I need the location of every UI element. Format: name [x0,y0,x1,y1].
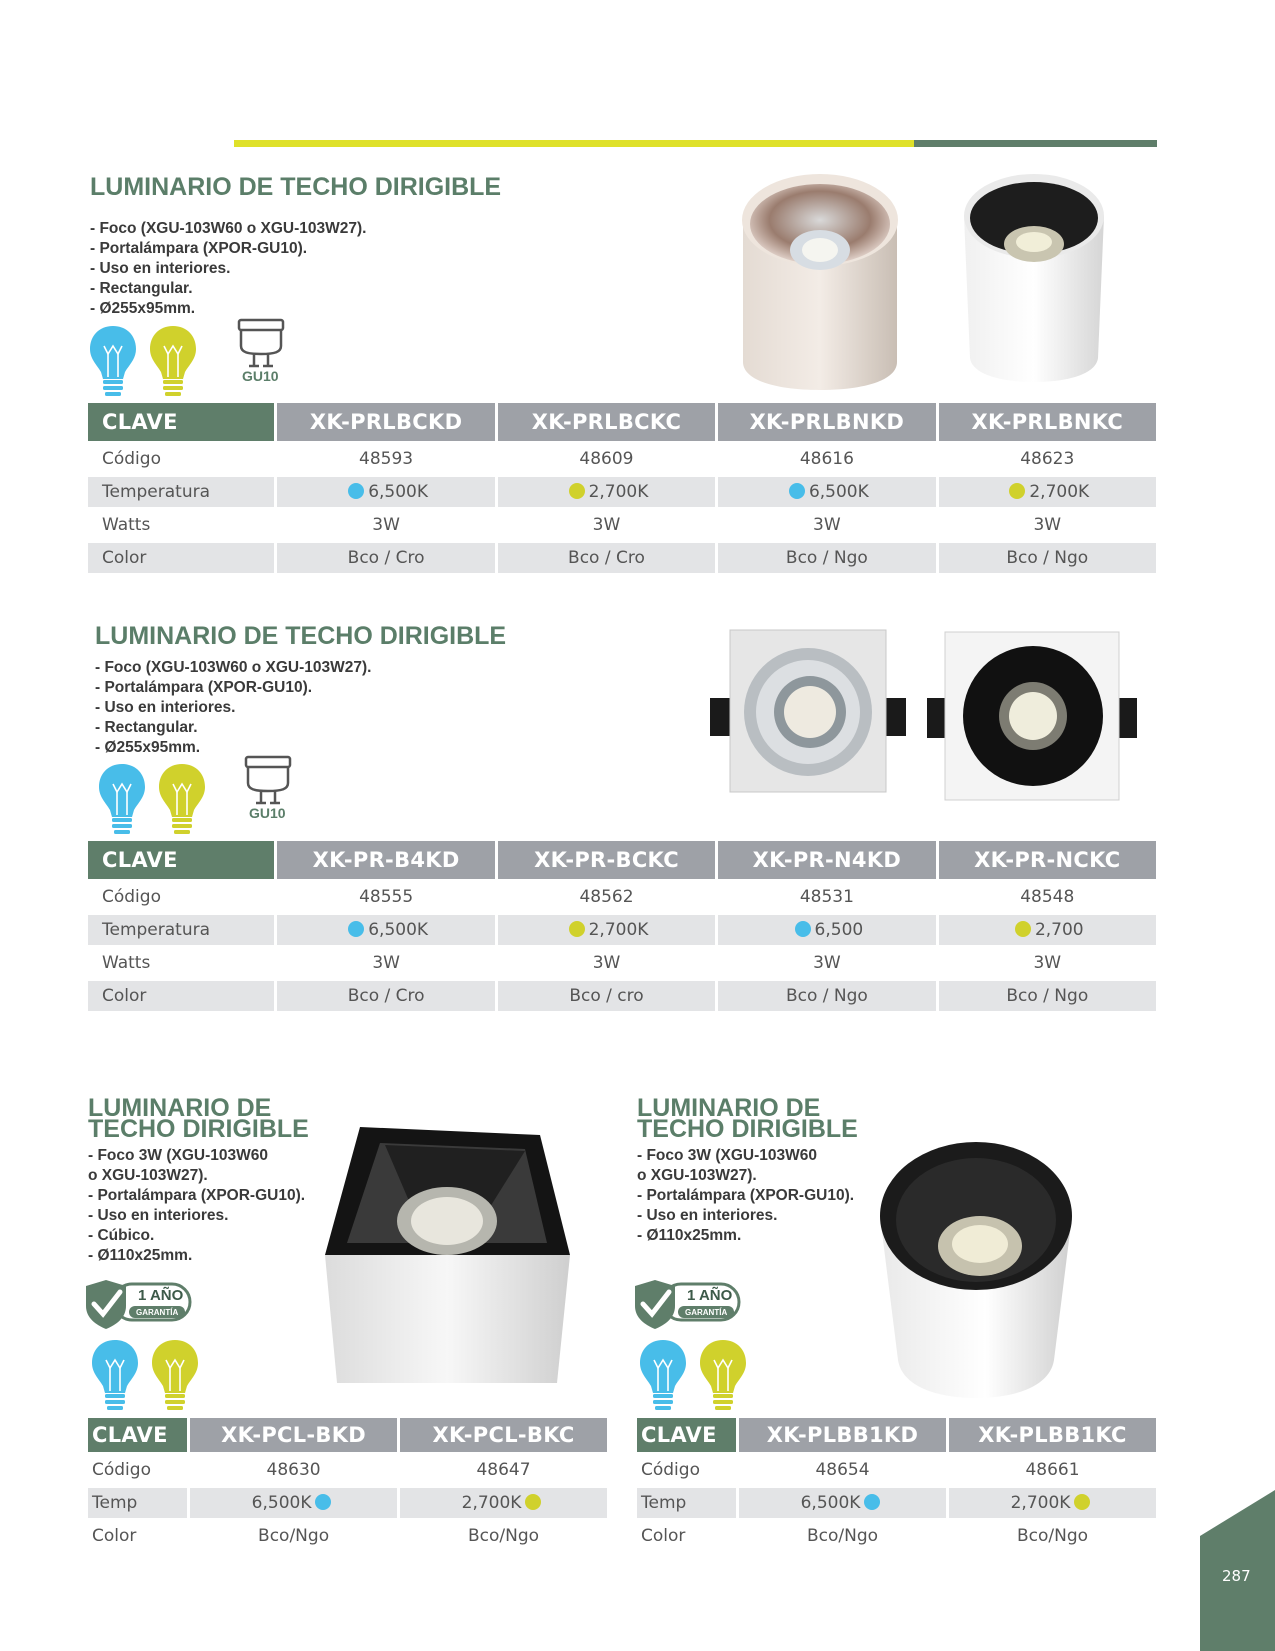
table-cell [939,915,1156,945]
section1-spec-table [85,400,1159,576]
section3-features [88,1146,305,1266]
section1-title: LUMINARIO DE TECHO DIRIGIBLE [90,173,502,201]
bulb-cold-icon [90,1338,140,1414]
feature-item: - Ø110x25mm. [88,1247,193,1264]
table-cell [739,1488,946,1518]
table-cell: Bco / Cro [277,981,494,1011]
table-cell: Bco / Ngo [718,543,935,573]
feature-item: - Ø110x25mm. [637,1227,742,1244]
section4-features [637,1146,854,1246]
header-clave: CLAVE [88,841,274,879]
warranty-shield-icon [84,1278,194,1330]
table-cell [498,477,715,507]
header-clave: CLAVE [637,1418,736,1452]
table-cell: 3W [372,953,400,973]
bulb-cold-icon [88,324,138,400]
row-label: Watts [102,515,151,535]
header-model: XK-PCL-BKD [190,1418,397,1452]
temp-value: 2,700K [588,920,649,940]
feature-item: - Rectangular. [95,719,198,736]
row-label: Temperatura [88,477,274,507]
feature-item: - Portalámpara (XPOR-GU10). [95,679,313,696]
bulb-cold-icon [638,1338,688,1414]
row-label: Código [641,1460,700,1480]
bulb-warm-icon [150,1338,200,1414]
bulb-warm-icon [698,1338,748,1414]
title-line: TECHO DIRIGIBLE [88,1115,309,1143]
table-cell [949,1488,1156,1518]
feature-item: o XGU-103W27). [637,1167,757,1184]
temp-value: 6,500K [800,1493,861,1513]
table-row [88,477,1156,507]
table-cell: 3W [372,515,400,535]
gu10-socket-icon [236,318,288,394]
table-cell: Bco / Ngo [939,543,1156,573]
bulb-cold-icon [97,762,147,838]
header-model: XK-PLBB1KC [949,1418,1156,1452]
table-cell: Bco / cro [498,981,715,1011]
table-cell: Bco / Cro [498,543,715,573]
row-label: Color [88,981,274,1011]
table-cell: Bco / Ngo [939,981,1156,1011]
gu10-socket-icon [243,755,295,831]
table-row [88,948,1156,978]
cold-dot-icon [789,483,805,499]
table-cell: 3W [813,953,841,973]
row-label: Código [92,1460,151,1480]
table-row [88,444,1156,474]
temp-value: 2,700 [1034,920,1084,940]
feature-item: - Portalámpara (XPOR-GU10). [88,1187,306,1204]
feature-item: - Foco 3W (XGU-103W60 [88,1147,268,1164]
warm-dot-icon [569,483,585,499]
warranty-label: GARANTÍA [685,1308,728,1317]
table-row [88,543,1156,573]
product-photo-square-black [925,630,1139,802]
table-cell [718,915,935,945]
temp-value: 6,500K [808,482,869,502]
table-cell: Bco/Ngo [807,1526,879,1546]
table-cell: 3W [1033,515,1062,535]
table-cell: 48609 [579,449,634,469]
table-cell: 48647 [476,1460,531,1480]
table-row [88,510,1156,540]
table-row [88,1521,607,1551]
table-cell [939,477,1156,507]
feature-item: - Foco (XGU-103W60 o XGU-103W27). [95,659,372,676]
section2-title: LUMINARIO DE TECHO DIRIGIBLE [95,622,507,650]
table-row [88,1488,607,1518]
table-cell: Bco/Ngo [258,1526,330,1546]
temp-value: 2,700K [1029,482,1090,502]
header-model: XK-PR-B4KD [277,841,494,879]
section2-spec-table [85,838,1159,1014]
feature-item: - Uso en interiores. [88,1207,229,1224]
header-model: XK-PR-N4KD [718,841,935,879]
warm-dot-icon [1074,1494,1090,1510]
warm-dot-icon [525,1494,541,1510]
table-cell: 48555 [359,887,414,907]
product-photo-round-cylinder [876,1138,1076,1400]
header-clave: CLAVE [88,403,274,441]
feature-item: - Foco (XGU-103W60 o XGU-103W27). [90,220,367,237]
temp-value: 6,500K [251,1493,312,1513]
header-model: XK-PRLBCKD [277,403,494,441]
row-label: Código [102,449,161,469]
table-cell: 3W [592,515,621,535]
header-model: XK-PRLBNKD [718,403,935,441]
product-photo-cube [325,1125,570,1385]
table-cell: 48623 [1020,449,1075,469]
temp-value: 6,500K [368,920,429,940]
table-cell [277,477,494,507]
section4-spec-table [634,1415,1159,1554]
product-photo-cylinder-black [960,172,1108,384]
table-cell: 48616 [799,449,854,469]
bulb-warm-icon [157,762,207,838]
table-cell: 48548 [1020,887,1075,907]
cold-dot-icon [348,921,364,937]
row-label: Watts [102,953,151,973]
table-cell: 48593 [359,449,414,469]
accent-bar-yellow [234,140,914,147]
socket-label: GU10 [249,805,286,821]
section2-features [95,658,371,758]
feature-item: - Portalámpara (XPOR-GU10). [637,1187,855,1204]
feature-item: - Ø255x95mm. [90,300,196,317]
row-label: Color [641,1526,686,1546]
feature-item: - Portalámpara (XPOR-GU10). [90,240,308,257]
cold-dot-icon [864,1494,880,1510]
feature-item: - Rectangular. [90,280,193,297]
table-cell: 48630 [266,1460,321,1480]
bulb-warm-icon [148,324,198,400]
table-cell [400,1488,607,1518]
accent-bar-green [914,140,1157,147]
warranty-years: 1 AÑO [138,1287,184,1304]
table-row [88,882,1156,912]
row-label: Temperatura [88,915,274,945]
table-cell [718,477,935,507]
feature-item: - Uso en interiores. [90,260,231,277]
table-cell: 48562 [579,887,634,907]
table-cell: Bco/Ngo [468,1526,540,1546]
header-model: XK-PLBB1KD [739,1418,946,1452]
section3-spec-table [85,1415,610,1554]
row-label: Color [92,1526,137,1546]
row-label: Temp [637,1488,736,1518]
table-header-row [88,403,1156,441]
title-line: LUMINARIO DE [88,1094,272,1122]
table-cell: 3W [813,515,841,535]
header-model: XK-PRLBCKC [498,403,715,441]
table-row [637,1455,1156,1485]
header-clave: CLAVE [88,1418,187,1452]
table-row [88,981,1156,1011]
section1-features [90,219,366,319]
row-label: Código [102,887,161,907]
page-number: 287 [1222,1567,1251,1585]
table-cell: 3W [1033,953,1062,973]
table-cell: Bco / Cro [277,543,494,573]
product-photo-cylinder-chrome [735,172,905,394]
table-cell: 3W [592,953,621,973]
temp-value: 2,700K [1010,1493,1071,1513]
temp-value: 6,500 [814,920,864,940]
feature-item: - Uso en interiores. [95,699,236,716]
cold-dot-icon [795,921,811,937]
section4-title [637,1094,858,1143]
feature-item: - Cúbico. [88,1227,155,1244]
table-cell: Bco / Ngo [718,981,935,1011]
table-cell: 48661 [1025,1460,1080,1480]
table-cell [498,915,715,945]
table-cell: Bco/Ngo [1017,1526,1089,1546]
feature-item: - Uso en interiores. [637,1207,778,1224]
warranty-years: 1 AÑO [687,1287,733,1304]
product-photo-square-chrome [708,628,908,796]
table-cell: 48654 [815,1460,870,1480]
temp-value: 2,700K [461,1493,522,1513]
table-row [637,1521,1156,1551]
table-row [88,1455,607,1485]
temp-value: 2,700K [588,482,649,502]
title-line: LUMINARIO DE [637,1094,821,1122]
table-row [637,1488,1156,1518]
warm-dot-icon [569,921,585,937]
feature-item: - Ø255x95mm. [95,739,201,756]
cold-dot-icon [348,483,364,499]
section3-title [88,1094,309,1143]
table-cell [190,1488,397,1518]
table-header-row [637,1418,1156,1452]
header-model: XK-PRLBNKC [939,403,1156,441]
feature-item: o XGU-103W27). [88,1167,208,1184]
temp-value: 6,500K [368,482,429,502]
warm-dot-icon [1015,921,1031,937]
table-header-row [88,1418,607,1452]
cold-dot-icon [315,1494,331,1510]
header-model: XK-PR-NCKC [939,841,1156,879]
table-row [88,915,1156,945]
feature-item: - Foco 3W (XGU-103W60 [637,1147,817,1164]
warranty-shield-icon [633,1278,743,1330]
warranty-label: GARANTÍA [136,1308,179,1317]
title-line: TECHO DIRIGIBLE [637,1115,858,1143]
warm-dot-icon [1009,483,1025,499]
table-cell: 48531 [799,887,854,907]
header-model: XK-PR-BCKC [498,841,715,879]
header-model: XK-PCL-BKC [400,1418,607,1452]
row-label: Color [88,543,274,573]
socket-label: GU10 [242,368,279,384]
table-cell [277,915,494,945]
table-header-row [88,841,1156,879]
row-label: Temp [88,1488,187,1518]
